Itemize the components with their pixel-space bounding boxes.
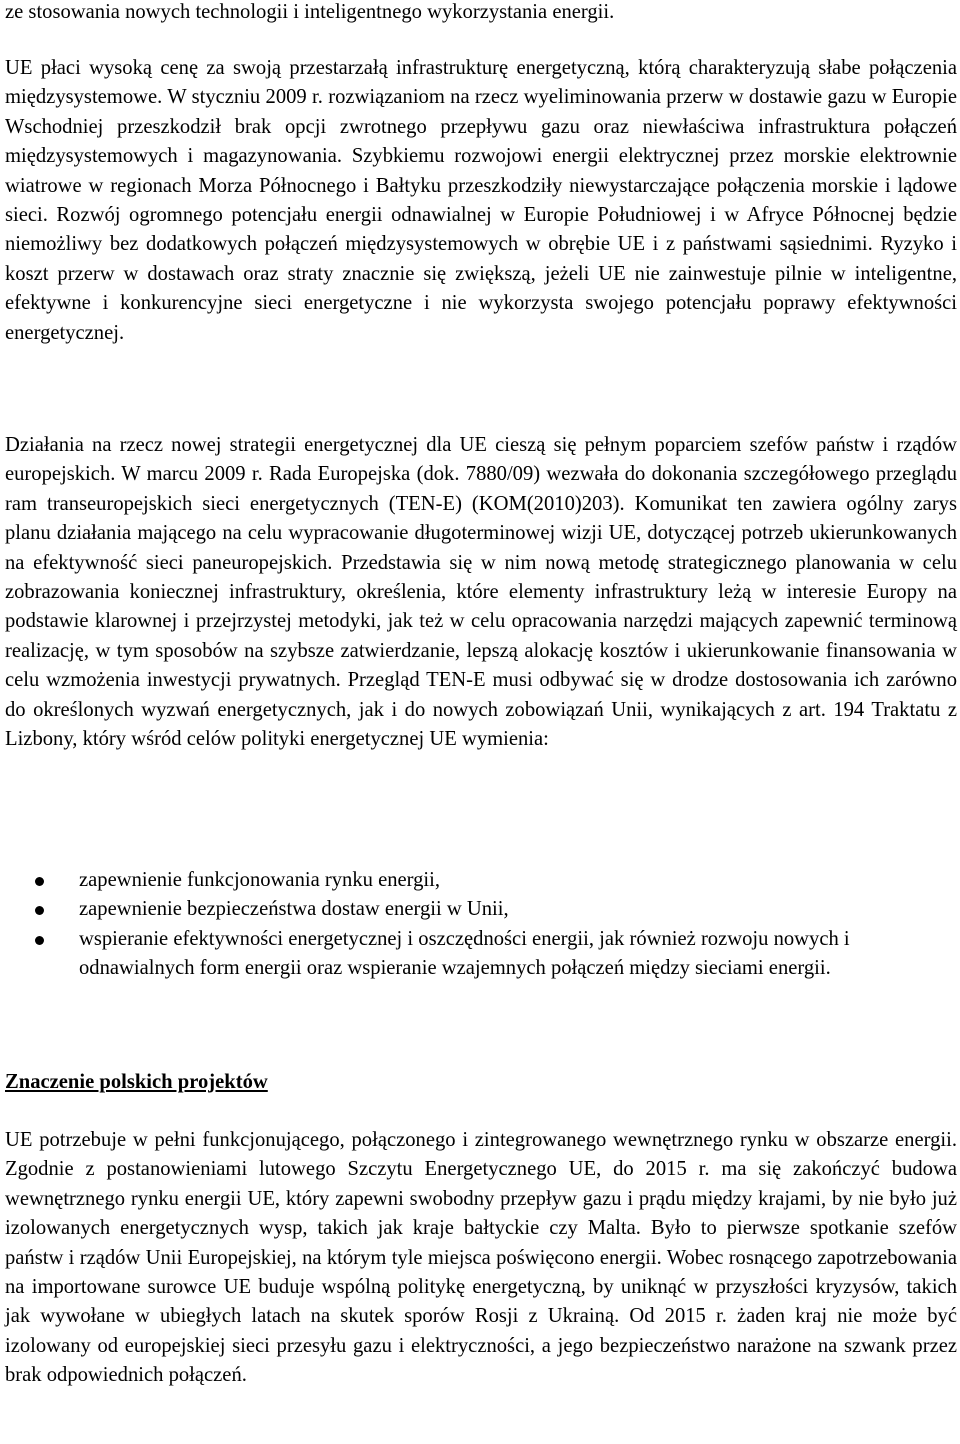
energy-policy-goals-list [5, 866, 957, 984]
list-item-text: zapewnienie bezpieczeństwa dostaw energii w Unii, [79, 898, 509, 921]
list-item [5, 925, 957, 984]
paragraph-market: UE potrzebuje w pełni funkcjonującego, połączonego i zintegrowanego wewnętrznego rynku w obszarze energii. Zgodnie z postanowieniami lutowego Szczytu Energetycznego UE, do 2015 r. ma się zakończyć budowa wewnętrznego rynku energii UE, który zapewni swobodny przepływ gazu i prądu między krajami, by nie było już izolowanych energetycznych wysp, takich jak kraje bałtyckie czy Malta. Było to pierwsze spotkanie szefów państw i rządów Unii Europejskiej, na którym tyle miejsca poświęcono energii. Wobec rosnącego zapotrzebowania na importowane surowce UE buduje wspólną politykę energetyczną, by uniknąć w przyszłości kryzysów, takich jak wywołane w ubiegłych latach na skutek sporów Rosji z Ukrainą. Od 2015 r. żaden kraj nie może być izolowany od europejskiej sieci przesyłu gazu i elektryczności, a jego bezpieczeństwo narażone na szwank przez brak odpowiednich połączeń. [5, 1129, 957, 1387]
list-item-text: wspieranie efektywności energetycznej i oszczędności energii, jak również rozwoju nowych i odnawialnych form energii oraz wspieranie wzajemnych połączeń między sieciami energii. [79, 927, 850, 980]
paragraph-actions: Działania na rzecz nowej strategii energetycznej dla UE cieszą się pełnym poparciem szefów państw i rządów europejskich. W marcu 2009 r. Rada Europejska (dok. 7880/09) wezwała do dokonania szczegółowego przeglądu ram transeuropejskich sieci energetycznych (TEN-E) (KOM(2010)203). Komunikat ten zawiera ogólny zarys planu działania mającego na celu wypracowanie długoterminowej wizji UE, dotyczącej potrzeb ukierunkowanych na efektywność sieci paneuropejskich. Przedstawia się w nim nową metodę strategicznego planowania w celu zobrazowania koniecznej infrastruktury, określenia, które elementy infrastruktury leżą w interesie Europy na podstawie klarownej i przejrzystej metodyki, jak też w celu opracowania narzędzi mających zapewnić terminową realizację, w tym sposobów na szybsze zatwierdzanie, lepszą alokację kosztów i ukierunkowanie finansowania w celu wzmożenia inwestycji prywatnych. Przegląd TEN-E musi odbywać się w drodze dostosowania ich zarówno do określonych wyzwań energetycznych, jak i do nowych zobowiązań Unii, wynikających z art. 194 Traktatu z Lizbony, który wśród celów polityki energetycznej UE wymienia: [5, 434, 957, 751]
list-item-text: zapewnienie funkcjonowania rynku energii, [79, 869, 441, 891]
section-heading: Znaczenie polskich projektów [5, 1071, 268, 1093]
paragraph-infrastructure: UE płaci wysoką cenę za swoją przestarzałą infrastrukturę energetyczną, którą charakteryzują słabe połączenia międzysystemowe. W styczniu 2009 r. rozwiązaniom na rzecz wyeliminowania przerw w dostawie gazu w Europie Wschodniej przeszkodził brak opcji zwrotnego przepływu gazu oraz niewłaściwa infrastruktura połączeń międzysystemowych i magazynowania. Szybkiemu rozwojowi energii elektrycznej przez morskie elektrownie wiatrowe w regionach Morza Północnego i Bałtyku przeszkodziły niewystarczające połączenia morskie i lądowe sieci. Rozwój ogromnego potencjału energii odnawialnej w Europie Południowej i w Afryce Północnej będzie niemożliwy bez dodatkowych połączeń międzysystemowych w obrębie UE i z państwami sąsiednimi. Ryzyko i koszt przerw w dostawach oraz straty znacznie się zwiększą, jeżeli UE nie zainwestuje pilnie w inteligentne, efektywne i konkurencyjne sieci energetyczne i nie wykorzysta swojego potencjału poprawy efektywności energetycznej. [5, 57, 957, 344]
intro-fragment: ze stosowania nowych technologii i inteligentnego wykorzystania energii. [5, 1, 615, 23]
bullet-icon [35, 936, 44, 945]
list-item [5, 895, 957, 924]
bullet-icon [35, 877, 44, 886]
list-item [5, 866, 957, 895]
bullet-icon [35, 906, 44, 915]
